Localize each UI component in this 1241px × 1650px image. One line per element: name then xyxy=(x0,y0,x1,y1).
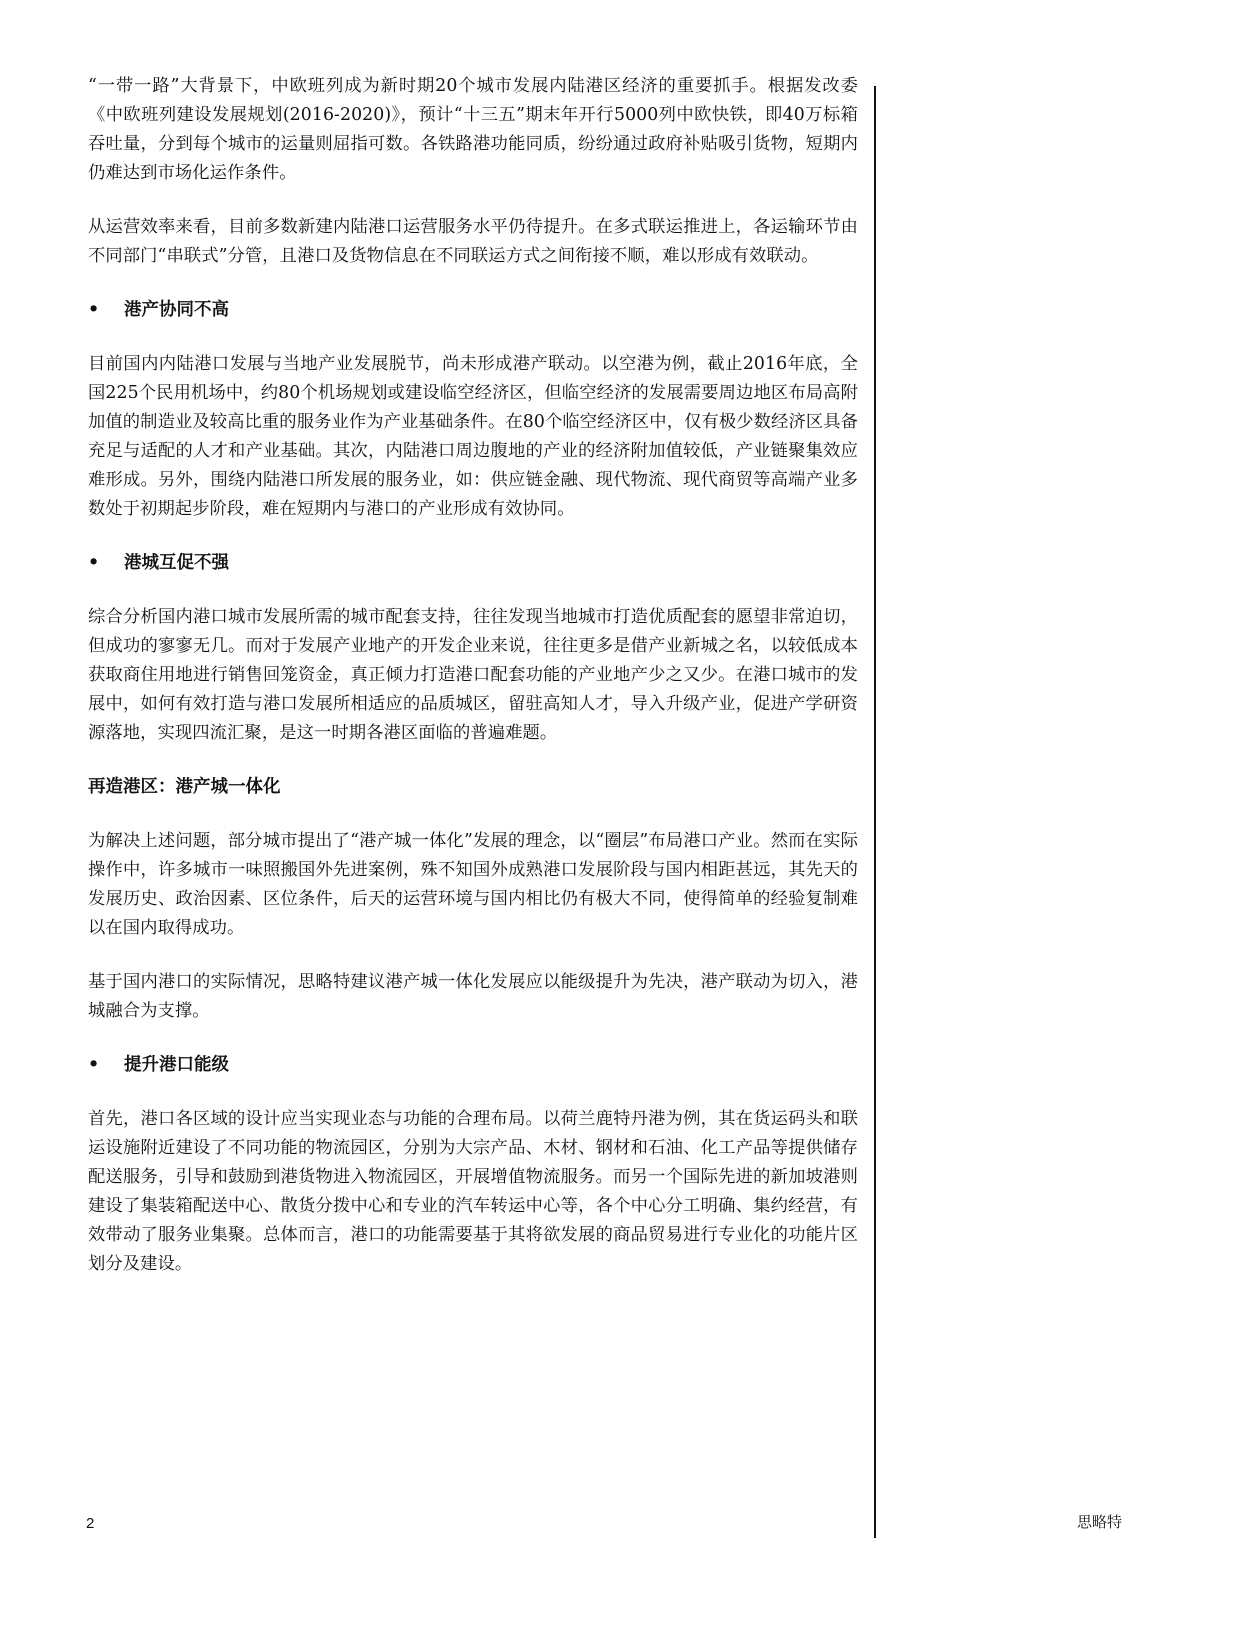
paragraph-operating-efficiency: 从运营效率来看，目前多数新建内陆港口运营服务水平仍待提升。在多式联运推进上，各运输环节由不同部门“串联式”分管，且港口及货物信息在不同联运方式之间衔接不顺，难以形成有效联动。 xyxy=(88,217,858,266)
bullet-icon: • xyxy=(88,553,100,573)
bullet-icon: • xyxy=(88,1055,100,1075)
page-number: 2 xyxy=(86,1515,95,1532)
bullet-heading-upgrade-port-level xyxy=(88,1051,858,1080)
bullet-heading-label: 港城互促不强 xyxy=(124,553,229,573)
paragraph-belt-road: “一带一路”大背景下，中欧班列成为新时期20个城市发展内陆港区经济的重要抓手。根据发改委《中欧班列建设发展规划(2016-2020)》，预计“十三五”期末年开行5000列中欧快铁，即40万标箱吞吐量，分到每个城市的运量则屈指可数。各铁路港功能同质，纷纷通过政府补贴吸引货物，短期内仍难达到市场化运作条件。 xyxy=(88,76,858,183)
paragraph-port-layout: 首先，港口各区域的设计应当实现业态与功能的合理布局。以荷兰鹿特丹港为例，其在货运码头和联运设施附近建设了不同功能的物流园区，分别为大宗产品、木材、钢材和石油、化工产品等提供储存配送服务，引导和鼓励到港货物进入物流园区，开展增值物流服务。而另一个国际先进的新加坡港则建设了集装箱配送中心、散货分拨中心和专业的汽车转运中心等，各个中心分工明确、集约经营，有效带动了服务业集聚。总体而言，港口的功能需要基于其将欲发展的商品贸易进行专业化的功能片区划分及建设。 xyxy=(88,1109,858,1274)
bullet-heading-label: 提升港口能级 xyxy=(124,1055,229,1075)
brand-name: 思略特 xyxy=(1077,1513,1123,1531)
main-content xyxy=(88,72,858,1304)
paragraph-solution: 为解决上述问题，部分城市提出了“港产城一体化”发展的理念，以“圈层”布局港口产业。然而在实际操作中，许多城市一味照搬国外先进案例，殊不知国外成熟港口发展阶段与国内相距甚远，其先天的发展历史、政治因素、区位条件，后天的运营环境与国内相比仍有极大不同，使得简单的经验复制难以在国内取得成功。 xyxy=(88,831,858,938)
bullet-heading-label: 港产协同不高 xyxy=(124,300,229,320)
section-heading-rebuild-port: 再造港区：港产城一体化 xyxy=(88,777,281,797)
paragraph-port-industry: 目前国内内陆港口发展与当地产业发展脱节，尚未形成港产联动。以空港为例，截止2016年底，全国225个民用机场中，约80个机场规划或建设临空经济区，但临空经济的发展需要周边地区布局高附加值的制造业及较高比重的服务业作为产业基础条件。在80个临空经济区中，仅有极少数经济区具备充足与适配的人才和产业基础。其次，内陆港口周边腹地的产业的经济附加值较低，产业链聚集效应难形成。另外，围绕内陆港口所发展的服务业，如：供应链金融、现代物流、现代商贸等高端产业多数处于初期起步阶段，难在短期内与港口的产业形成有效协同。 xyxy=(88,354,858,519)
vertical-divider xyxy=(874,86,876,1538)
paragraph-recommendation: 基于国内港口的实际情况，思略特建议港产城一体化发展应以能级提升为先决，港产联动为切入，港城融合为支撑。 xyxy=(88,972,858,1021)
bullet-heading-port-city-promotion xyxy=(88,549,858,578)
paragraph-port-city: 综合分析国内港口城市发展所需的城市配套支持，往往发现当地城市打造优质配套的愿望非常迫切，但成功的寥寥无几。而对于发展产业地产的开发企业来说，往往更多是借产业新城之名，以较低成本获取商住用地进行销售回笼资金，真正倾力打造港口配套功能的产业地产少之又少。在港口城市的发展中，如何有效打造与港口发展所相适应的品质城区，留驻高知人才，导入升级产业，促进产学研资源落地，实现四流汇聚，是这一时期各港区面临的普遍难题。 xyxy=(88,607,858,743)
bullet-icon: • xyxy=(88,300,100,320)
bullet-heading-port-industry-synergy xyxy=(88,296,858,325)
